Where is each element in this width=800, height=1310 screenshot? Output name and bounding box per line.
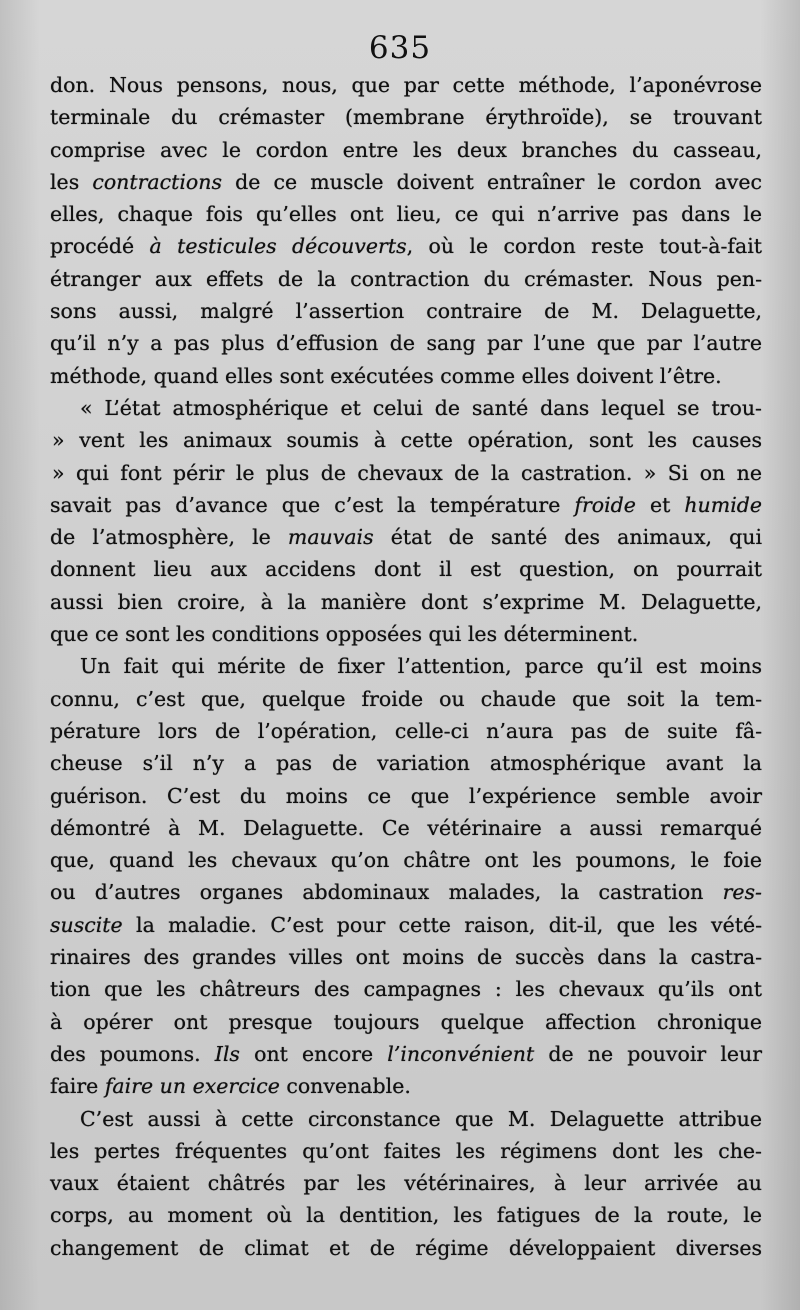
- text-line: [50, 683, 762, 715]
- text-line: [50, 457, 762, 489]
- text-line: [50, 134, 762, 166]
- text-segment: des poumons.: [50, 1041, 215, 1066]
- italic-text: res-: [722, 880, 762, 905]
- text-segment: , où le cordon reste tout-à-fait: [406, 234, 762, 259]
- text-segment: aussi bien croire, à la manière dont s’exprime M. Delaguette,: [50, 589, 762, 614]
- text-line: [50, 69, 762, 101]
- text-segment: donnent lieu aux accidens dont il est question, on pourrait: [50, 557, 762, 582]
- text-line: [50, 1232, 762, 1264]
- text-segment: changement de climat et de régime développaient diverses: [50, 1235, 762, 1260]
- page-number: 635: [368, 30, 432, 66]
- text-segment: qu’il n’y a pas plus d’effusion de sang par l’une que par l’autre: [50, 331, 762, 356]
- italic-text: contractions: [92, 169, 222, 194]
- text-segment: et: [635, 492, 685, 517]
- text-line: [50, 941, 762, 973]
- italic-text: faire un exercice: [104, 1074, 280, 1099]
- text-line: [50, 553, 762, 585]
- text-line: [50, 780, 762, 812]
- text-line: [50, 1135, 762, 1167]
- text-line: [50, 166, 762, 198]
- text-segment: comprise avec le cordon entre les deux branches du casseau,: [50, 137, 762, 162]
- text-segment: pérature lors de l’opération, celle-ci n’aura pas de suite fâ-: [50, 718, 762, 743]
- text-segment: » vent les animaux soumis à cette opération, sont les causes: [52, 428, 762, 453]
- text-line: [50, 424, 762, 456]
- text-segment: de l’atmosphère, le: [50, 525, 288, 550]
- text-line: [50, 327, 762, 359]
- text-segment: corps, au moment où la dentition, les fatigues de la route, le: [50, 1203, 762, 1228]
- text-segment: méthode, quand elles sont exécutées comme elles doivent l’être.: [50, 363, 722, 388]
- text-line: [50, 973, 762, 1005]
- text-segment: que ce sont les conditions opposées qui les déterminent.: [50, 622, 639, 647]
- text-segment: les pertes fréquentes qu’ont faites les régimens dont les che-: [50, 1138, 762, 1163]
- text-line: [50, 198, 762, 230]
- text-segment: don. Nous pensons, nous, que par cette méthode, l’aponévrose: [50, 73, 762, 97]
- text-line: [50, 392, 762, 424]
- text-segment: C’est aussi à cette circonstance que M. Delaguette attribue: [80, 1106, 762, 1131]
- text-segment: ou d’autres organes abdominaux malades, la castration: [50, 880, 723, 905]
- text-segment: connu, c’est que, quelque froide ou chaude que soit la tem-: [50, 686, 762, 711]
- italic-text: froide: [574, 492, 636, 517]
- italic-text: à testicules découverts: [149, 234, 407, 259]
- text-segment: cheuse s’il n’y a pas de variation atmosphérique avant la: [50, 751, 762, 776]
- text-line: [50, 521, 762, 553]
- text-line: [50, 586, 762, 618]
- text-segment: rinaires des grandes villes ont moins de succès dans la castra-: [50, 945, 762, 970]
- text-segment: que, quand les chevaux qu’on châtre ont les poumons, le foie: [50, 848, 762, 873]
- text-segment: étranger aux effets de la contraction du crémaster. Nous pen-: [50, 266, 762, 291]
- text-segment: Un fait qui mérite de fixer l’attention, parce qu’il est moins: [80, 654, 762, 679]
- text-segment: démontré à M. Delaguette. Ce vétérinaire a aussi remarqué: [50, 815, 762, 840]
- text-segment: convenable.: [279, 1074, 411, 1099]
- text-line: [50, 1070, 762, 1102]
- text-segment: de ne pouvoir leur: [534, 1041, 763, 1066]
- text-segment: la maladie. C’est pour cette raison, dit-il, que les vété-: [122, 912, 762, 937]
- text-line: [50, 618, 762, 650]
- text-segment: « L’état atmosphérique et celui de santé dans lequel se trou-: [80, 395, 762, 420]
- text-line: [50, 747, 762, 779]
- text-line: [50, 1006, 762, 1038]
- text-segment: savait pas d’avance que c’est la température: [50, 492, 575, 517]
- text-line: [50, 263, 762, 295]
- italic-text: humide: [684, 492, 762, 517]
- text-line: [50, 489, 762, 521]
- text-segment: guérison. C’est du moins ce que l’expérience semble avoir: [50, 783, 762, 808]
- text-line: [50, 1199, 762, 1231]
- text-segment: les: [50, 169, 93, 194]
- text-segment: sons aussi, malgré l’assertion contraire de M. Delaguette,: [50, 299, 762, 324]
- text-segment: procédé: [50, 234, 150, 259]
- text-line: [50, 876, 762, 908]
- text-segment: tion que les châtreurs des campagnes : les chevaux qu’ils ont: [50, 977, 762, 1002]
- text-segment: à opérer ont presque toujours quelque affection chronique: [50, 1009, 762, 1034]
- italic-text: l’inconvénient: [387, 1041, 535, 1066]
- text-segment: » qui font périr le plus de chevaux de la castration. » Si on ne: [52, 460, 762, 485]
- italic-text: suscite: [50, 912, 123, 937]
- italic-text: mauvais: [287, 525, 374, 550]
- body-text: [50, 69, 762, 1264]
- text-line: [50, 1103, 762, 1135]
- text-segment: ont encore: [239, 1041, 388, 1066]
- text-line: [50, 844, 762, 876]
- text-line: [50, 812, 762, 844]
- italic-text: Ils: [214, 1041, 240, 1066]
- text-segment: terminale du crémaster (membrane érythroïde), se trouvant: [50, 105, 762, 130]
- text-line: [50, 1167, 762, 1199]
- text-segment: vaux étaient châtrés par les vétérinaires, à leur arrivée au: [50, 1171, 762, 1196]
- text-line: [50, 230, 762, 262]
- text-line: [50, 650, 762, 682]
- text-line: [50, 909, 762, 941]
- text-segment: état de santé des animaux, qui: [373, 525, 763, 550]
- text-line: [50, 1038, 762, 1070]
- text-line: [50, 101, 762, 133]
- text-segment: de ce muscle doivent entraîner le cordon avec: [221, 169, 763, 194]
- text-segment: elles, chaque fois qu’elles ont lieu, ce qui n’arrive pas dans le: [50, 202, 762, 227]
- text-line: [50, 360, 762, 392]
- text-line: [50, 295, 762, 327]
- text-line: [50, 715, 762, 747]
- text-segment: faire: [50, 1074, 105, 1099]
